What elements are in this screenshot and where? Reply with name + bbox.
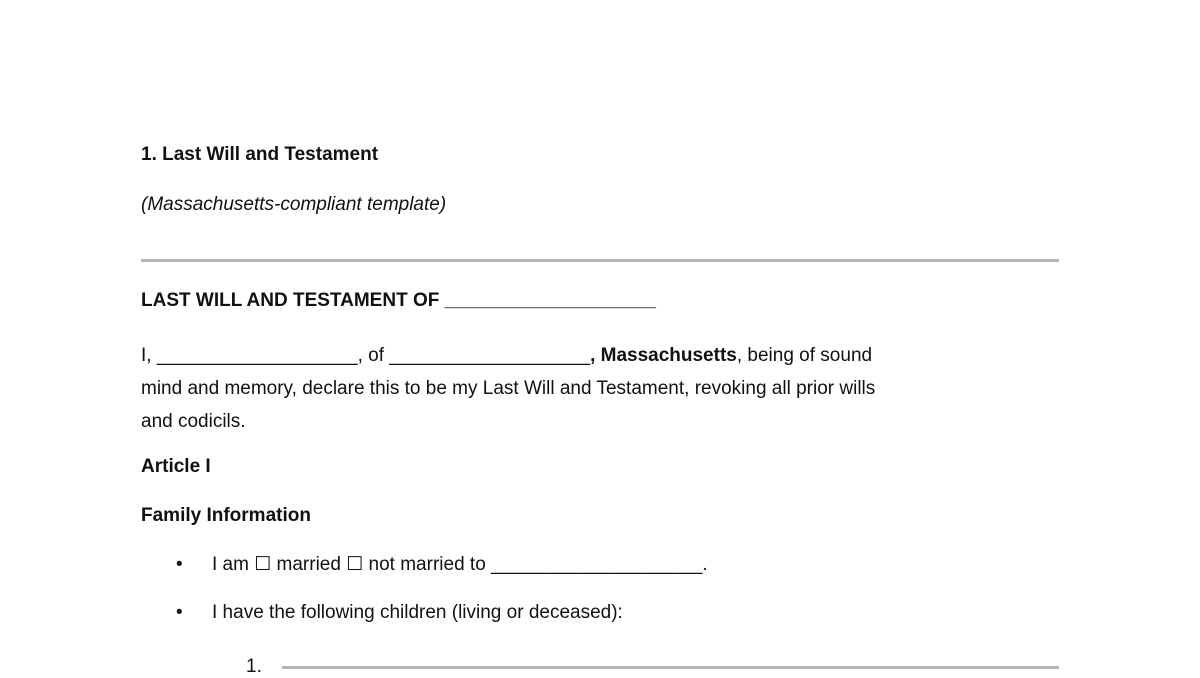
numbered-item-number: 1. bbox=[246, 656, 262, 677]
bullet-text: I have the following children (living or deceased): bbox=[212, 602, 623, 623]
template-subtitle: (Massachusetts-compliant template) bbox=[141, 194, 447, 215]
intro-line-3: and codicils. bbox=[141, 411, 246, 432]
horizontal-divider bbox=[141, 259, 1059, 262]
list-item-marital-status bbox=[176, 553, 708, 576]
intro-line-1 bbox=[141, 339, 1041, 372]
intro-text-part3: , being of sound bbox=[736, 345, 873, 366]
numbered-item-blank-line bbox=[282, 666, 1059, 669]
will-heading: LAST WILL AND TESTAMENT OF ____________________ bbox=[141, 290, 656, 311]
list-item-children bbox=[176, 602, 623, 624]
bullet-text: I am ☐ married ☐ not married to ____________________. bbox=[212, 554, 708, 575]
article-title: Family Information bbox=[141, 505, 311, 526]
intro-state-bold: , Massachusetts bbox=[590, 345, 737, 366]
intro-paragraph bbox=[141, 339, 1041, 438]
intro-line-2: mind and memory, declare this to be my Last Will and Testament, revoking all prior wills bbox=[141, 378, 876, 399]
bullet-icon: • bbox=[176, 554, 183, 575]
section-title: 1. Last Will and Testament bbox=[141, 144, 379, 165]
article-label: Article I bbox=[141, 456, 211, 477]
bullet-icon: • bbox=[176, 602, 183, 623]
intro-text-part1: I, ___________________, of ___________________ bbox=[141, 345, 591, 366]
